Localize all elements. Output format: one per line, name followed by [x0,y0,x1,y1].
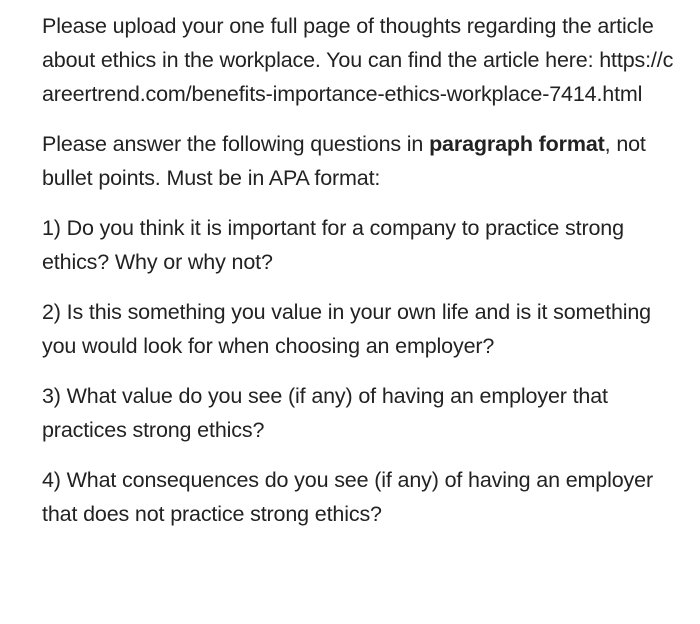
instructions-prefix: Please answer the following questions in [42,132,430,156]
intro-paragraph [42,9,676,111]
article-link[interactable]: https://careertrend.com/benefits-importance-ethics-workplace-7414.html [42,48,674,106]
question-1: 1) Do you think it is important for a company to practice strong ethics? Why or why not? [42,216,624,274]
instructions-paragraph [42,127,676,195]
instructions-suffix: , not bullet points. Must be in APA format: [42,132,646,190]
intro-text: Please upload your one full page of thoughts regarding the article about ethics in the workplace. You can find the article here: [42,14,654,72]
question-3: 3) What value do you see (if any) of having an employer that practices strong ethics? [42,384,608,442]
question-4: 4) What consequences do you see (if any) of having an employer that does not practice strong ethics? [42,468,653,526]
question-2: 2) Is this something you value in your own life and is it something you would look for when choosing an employer? [42,300,651,358]
instructions-bold: paragraph format [429,132,605,156]
